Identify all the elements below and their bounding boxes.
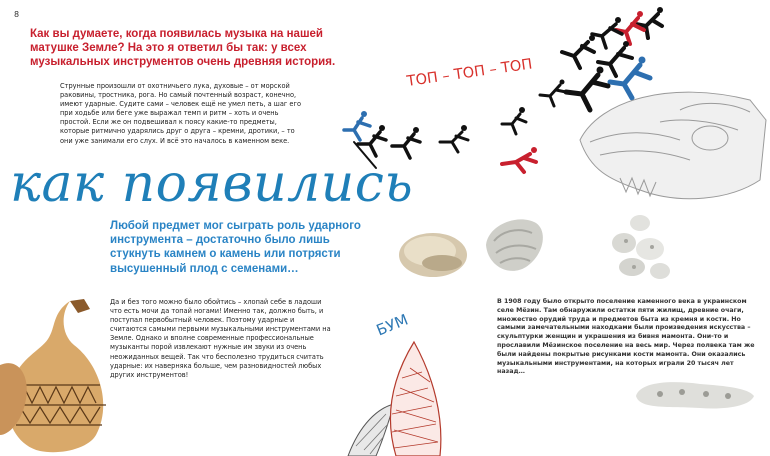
history-paragraph: В 1908 году было открыто поселение каменного века в украинском селе Мёзин. Там обнаружили остатки пяти жилищ, древние очаги, множество орудий труда и предметов быта из кремня и кости. Но самыми замечательными находками были произведения искусства – скульптурки женщин и украшения из бивня мамонта. Они-то и прославили Мёзинское поселение на весь мир. Через полвека там же были найдены покрытые рисунками кости мамонта. Они оказались музыкальными инструментами, на которых играли 20 тысяч лет назад… bbox=[497, 298, 755, 376]
intro-heading: Как вы думаете, когда появилась музыка на нашей матушке Земле? На это я ответил бы так: у всех музыкальных инструментов очень древняя история. bbox=[30, 28, 336, 68]
runner-figure bbox=[344, 111, 370, 140]
runner-figure bbox=[616, 11, 644, 44]
sound-bum-text: БУМ bbox=[373, 310, 411, 340]
runner-figure bbox=[502, 147, 537, 172]
bone-flute-image bbox=[630, 374, 758, 416]
red-arrowhead bbox=[390, 342, 440, 456]
body-paragraph: Да и без того можно было обойтись – хлопай себе в ладоши что есть мочи да топай ногами! Именно так, должно быть, и поступал первобытный человек. Поэтому ударные и считаются самыми первыми музыкальными инструментами на Земле. Однако и вполне современные профессиональные музыканты порой извлекают нужные им звуки из очень неожиданных вещей. Так что бесполезно трудиться считать ударные: их наверняка больше, чем разновидностей любых других инструментов! bbox=[110, 298, 331, 379]
blue-lead-text: Любой предмет мог сыграть роль ударного инструмента – достаточно было лишь стукнуть камнем о камень или потрясти высушенный плод с семенами… bbox=[110, 220, 361, 275]
ancient-vase-image bbox=[0, 295, 115, 456]
flint-arrowheads-drawing bbox=[330, 338, 500, 456]
page-number: 8 bbox=[14, 10, 20, 19]
sound-top-text: ТОП – ТОП – ТОП bbox=[405, 56, 534, 90]
runner-figure bbox=[502, 107, 526, 134]
runner-figure bbox=[592, 17, 622, 48]
smooth-pebble-image bbox=[399, 233, 467, 277]
grey-arrowhead bbox=[348, 404, 394, 456]
display-title: как появились bbox=[10, 154, 414, 214]
runner-figure bbox=[440, 125, 468, 152]
animal-skull-drawing bbox=[560, 60, 770, 220]
stones-row bbox=[398, 205, 770, 285]
intro-paragraph: Струнные произошли от охотничьего лука, духовые – от морской раковины, тростника, рога. Но самый почтенный возраст, конечно, имеют ударные. Судите сами – человек ещё не умел петь, а шаг его при ходьбе или беге уже выражал темп и ритм – хоть и очень простой. Если же он подвешивал к поясу какие-то предметы, которые ритмично ударялись друг о друга – кремни, дротики, – то они уже занимали его слух. И всё это началось в каменном веке. bbox=[60, 82, 301, 145]
coral-fossil-image bbox=[486, 219, 543, 270]
bone-fragments-image bbox=[612, 215, 670, 279]
